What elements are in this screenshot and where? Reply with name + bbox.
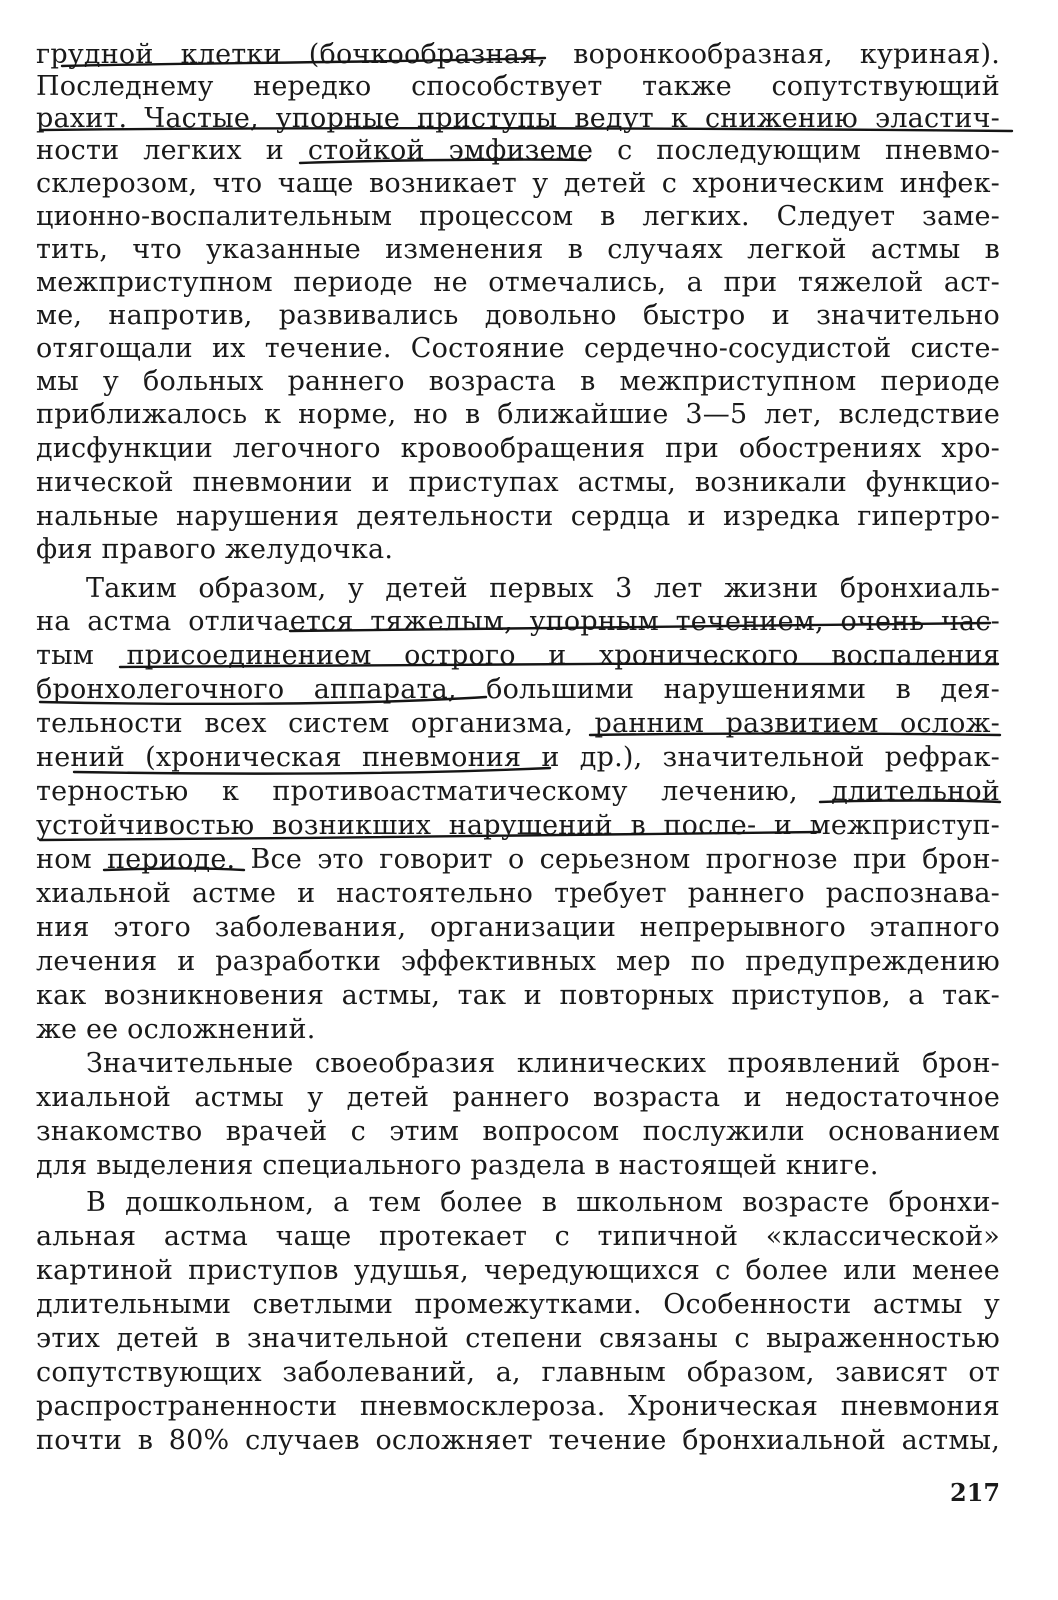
paragraph-first-line: Таким образом, у детей первых 3 лет жизни бронхиаль- bbox=[86, 573, 1000, 604]
text-line: хиальной астме и настоятельно требует раннего распознава- bbox=[36, 878, 1000, 909]
text-line: альная астма чаще протекает с типичной «классической» bbox=[36, 1221, 1000, 1252]
text-line: склерозом, что чаще возникает у детей с хроническим инфек- bbox=[36, 168, 1000, 199]
text-line: межприступном периоде не отмечались, а при тяжелой аст- bbox=[36, 267, 1000, 298]
text-line: нальные нарушения деятельности сердца и изредка гипертро- bbox=[36, 501, 1000, 532]
text-line: дисфункции легочного кровообращения при обострениях хро- bbox=[36, 433, 1000, 464]
text-line: отягощали их течение. Состояние сердечно-сосудистой систе- bbox=[36, 333, 1000, 364]
text-line: знакомство врачей с этим вопросом послужили основанием bbox=[36, 1116, 1000, 1147]
text-line: Последнему нередко способствует также сопутствующий bbox=[36, 71, 1000, 102]
text-line: ности легких и стойкой эмфиземе с последующим пневмо- bbox=[36, 135, 1000, 166]
text-line: терностью к противоастматическому лечению, длительной bbox=[36, 776, 1000, 807]
text-line: нической пневмонии и приступах астмы, возникали функцио- bbox=[36, 467, 1000, 498]
text-line: тым присоединением острого и хронического воспаления bbox=[36, 640, 1000, 671]
text-line: же ее осложнений. bbox=[36, 1014, 316, 1045]
text-line: тить, что указанные изменения в случаях легкой астмы в bbox=[36, 234, 1000, 265]
text-line: как возникновения астмы, так и повторных приступов, а так- bbox=[36, 980, 1000, 1011]
text-line: сопутствующих заболеваний, а, главным образом, зависят от bbox=[36, 1357, 1000, 1388]
text-line: распространенности пневмосклероза. Хроническая пневмония bbox=[36, 1391, 1000, 1422]
page-number: 217 bbox=[950, 1478, 1001, 1507]
text-line: картиной приступов удушья, чередующихся с более или менее bbox=[36, 1255, 1000, 1286]
text-line: грудной клетки (бочкообразная, воронкообразная, куриная). bbox=[36, 39, 1000, 70]
text-line: фия правого желудочка. bbox=[36, 534, 394, 565]
text-line: рахит. Частые, упорные приступы ведут к снижению эластич- bbox=[36, 103, 1000, 134]
text-line: устойчивостью возникших нарушений в после- и межприступ- bbox=[36, 810, 1000, 841]
paragraph-first-line: Значительные своеобразия клинических проявлений брон- bbox=[86, 1048, 1000, 1079]
text-line: длительными светлыми промежутками. Особенности астмы у bbox=[36, 1289, 1000, 1320]
text-line: бронхолегочного аппарата, большими нарушениями в дея- bbox=[36, 674, 1000, 705]
paragraph-first-line: В дошкольном, а тем более в школьном возрасте бронхи- bbox=[86, 1187, 1000, 1218]
text-line: для выделения специального раздела в настоящей книге. bbox=[36, 1150, 879, 1181]
text-line: этих детей в значительной степени связаны с выраженностью bbox=[36, 1323, 1000, 1354]
text-line: ния этого заболевания, организации непрерывного этапного bbox=[36, 912, 1000, 943]
text-line: приближалось к норме, но в ближайшие 3—5 лет, вследствие bbox=[36, 399, 1000, 430]
text-line: нений (хроническая пневмония и др.), значительной рефрак- bbox=[36, 742, 1000, 773]
text-line: на астма отличается тяжелым, упорным течением, очень час- bbox=[36, 606, 1000, 637]
text-line: тельности всех систем организма, ранним развитием ослож- bbox=[36, 708, 1000, 739]
text-line: почти в 80% случаев осложняет течение бронхиальной астмы, bbox=[36, 1425, 1000, 1456]
text-line: ционно-воспалительным процессом в легких. Следует заме- bbox=[36, 201, 1000, 232]
text-line: лечения и разработки эффективных мер по предупреждению bbox=[36, 946, 1000, 977]
text-line: хиальной астмы у детей раннего возраста и недостаточное bbox=[36, 1082, 1000, 1113]
text-line: ном периоде. Все это говорит о серьезном прогнозе при брон- bbox=[36, 844, 1000, 875]
text-line: ме, напротив, развивались довольно быстро и значительно bbox=[36, 300, 1000, 331]
text-line: мы у больных раннего возраста в межприступном периоде bbox=[36, 366, 1000, 397]
